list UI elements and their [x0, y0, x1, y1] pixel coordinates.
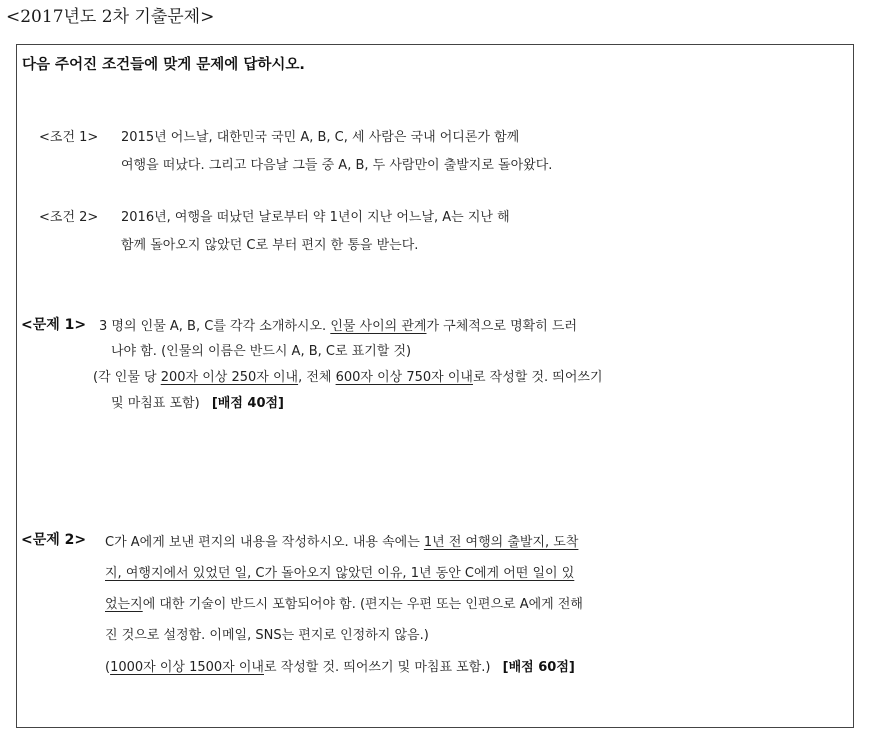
q1-score: [배점 40점]	[211, 396, 285, 411]
page-heading: <2017년도 2차 기출문제>	[6, 7, 215, 27]
q1-text: 로 작성할 것. 띄어쓰기	[472, 370, 603, 385]
condition-2-line-2: 함께 돌아오지 않았던 C로 부터 편지 한 통을 받는다.	[121, 238, 419, 253]
q1-text: (각 인물 당	[93, 370, 161, 385]
question-1-line-1	[99, 315, 577, 334]
question-2-line-4: 진 것으로 설정함. 이메일, SNS는 편지로 인정하지 않음.)	[105, 628, 429, 643]
q2-underlined-length: 1000자 이상 1500자 이내	[110, 660, 264, 675]
intro-instruction: 다음 주어진 조건들에 맞게 문제에 답하시오.	[22, 57, 305, 73]
q2-text: C가 A에게 보낸 편지의 내용을 작성하시오. 내용 속에는	[105, 535, 424, 550]
question-2-label: <문제 2>	[21, 532, 87, 548]
question-box	[16, 44, 854, 728]
question-1-line-4	[111, 392, 284, 411]
q2-text: 로 작성할 것. 띄어쓰기 및 마침표 포함.)	[264, 660, 491, 675]
q1-text: , 전체	[298, 370, 336, 385]
q1-underlined-total: 600자 이상 750자 이내	[335, 370, 473, 385]
condition-2-line-1: 2016년, 여행을 떠났던 날로부터 약 1년이 지난 어느날, A는 지난 해	[121, 210, 510, 225]
question-1-line-2: 나야 함. (인물의 이름은 반드시 A, B, C로 표기할 것)	[111, 344, 412, 359]
q2-text: (	[105, 660, 111, 675]
q2-underlined-start: 1년 전 여행의 출발지, 도착	[423, 535, 579, 550]
q1-text: 및 마침표 포함)	[111, 396, 200, 411]
q2-score: [배점 60점]	[502, 660, 575, 675]
q1-text: 3 명의 인물 A, B, C를 각각 소개하시오.	[99, 319, 331, 334]
q1-underlined-per-person: 200자 이상 250자 이내	[160, 370, 299, 385]
question-2-line-3	[105, 593, 583, 612]
q2-text: 에 대한 기술이 반드시 포함되어야 함. (편지는 우편 또는 인편으로 A에게 전해	[142, 597, 583, 612]
condition-1-line-1: 2015년 어느날, 대한민국 국민 A, B, C, 세 사람은 국내 어디론가 함께	[121, 130, 520, 145]
question-1-line-3	[93, 366, 603, 385]
question-2-line-2: 지, 여행지에서 있었던 일, C가 돌아오지 않았던 이유, 1년 동안 C에게 어떤 일이 있	[105, 566, 575, 581]
question-1-label: <문제 1>	[21, 317, 87, 333]
q2-underlined-end: 었는지	[105, 597, 143, 612]
condition-2-label: <조건 2>	[39, 210, 99, 225]
question-2-line-1	[105, 531, 578, 550]
condition-1-label: <조건 1>	[39, 130, 99, 145]
q1-underlined-relation: 인물 사이의 관계	[330, 319, 427, 334]
condition-1-line-2: 여행을 떠났다. 그리고 다음날 그들 중 A, B, 두 사람만이 출발지로 돌아왔다.	[121, 158, 553, 173]
question-2-line-5	[105, 656, 575, 675]
q1-text: 가 구체적으로 명확히 드러	[426, 319, 578, 334]
